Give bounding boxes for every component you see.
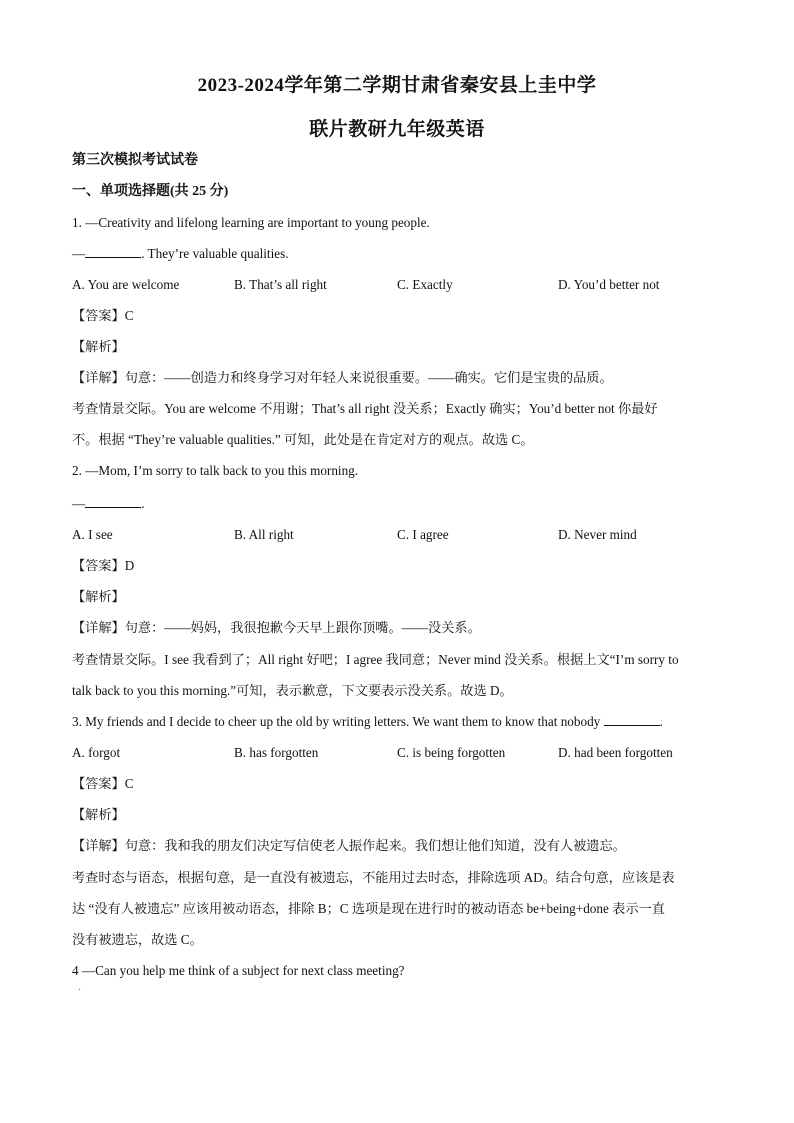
reply-dash: —: [72, 246, 86, 261]
question-1-option-d: D. You’d better not: [558, 277, 660, 292]
reply-dash: —: [72, 496, 86, 511]
question-3-analysis: 【解析】: [72, 807, 125, 822]
exam-subtitle: 第三次模拟考试试卷: [72, 153, 198, 168]
question-3-explain-line1: 考查时态与语态，根据句意，是一直没有被遗忘，不能用过去时态，排除选项 AD。结合句意，应该是表: [72, 870, 675, 885]
question-1-answer: 【答案】C: [72, 308, 134, 323]
question-2-explain-line2: talk back to you this morning.”可知，表示歉意，下文要表示没关系。故选 D。: [72, 683, 513, 698]
question-1-option-c: C. Exactly: [397, 277, 453, 292]
document-title: 2023-2024学年第二学期甘肃省秦安县上圭中学: [197, 75, 597, 96]
stem-text: 3. My friends and I decide to cheer up the old by writing letters. We want them to know that nobody: [72, 714, 601, 729]
reply-text: .: [141, 496, 145, 511]
question-2-explain-line1: 考查情景交际。I see 我看到了；All right 好吧；I agree 我同意；Never mind 没关系。根据上文“I’m sorry to: [72, 652, 679, 667]
question-2-option-b: B. All right: [234, 527, 294, 542]
question-2-option-a: A. I see: [72, 527, 113, 542]
answer-blank: [85, 495, 141, 508]
question-3-detail: 【详解】句意：我和我的朋友们决定写信使老人振作起来。我们想让他们知道，没有人被遗忘。: [72, 838, 626, 853]
answer-blank: [85, 245, 141, 258]
question-4-stem: 4 —Can you help me think of a subject for next class meeting?: [72, 963, 405, 978]
question-1-detail: 【详解】句意：——创造力和终身学习对年轻人来说很重要。——确实。它们是宝贵的品质。: [72, 370, 613, 385]
answer-blank: [604, 713, 660, 726]
question-3-stem: [72, 713, 732, 731]
question-1-reply: [72, 245, 732, 263]
stem-end: .: [659, 714, 663, 729]
question-1-analysis: 【解析】: [72, 339, 125, 354]
reply-text: . They’re valuable qualities.: [141, 246, 289, 261]
question-1-option-b: B. That’s all right: [234, 277, 327, 292]
question-3-answer: 【答案】C: [72, 776, 134, 791]
question-1-explain-line1: 考查情景交际。You are welcome 不用谢；That’s all right 没关系；Exactly 确实；You’d better not 你最好: [72, 401, 658, 416]
question-2-analysis: 【解析】: [72, 589, 125, 604]
document-title-line2: 联片教研九年级英语: [309, 119, 485, 140]
question-3-option-a: A. forgot: [72, 745, 121, 760]
question-1-option-a: A. You are welcome: [72, 277, 180, 292]
question-1-explain-line2: 不。根据 “They’re valuable qualities.” 可知，此处是在肯定对方的观点。故选 C。: [72, 432, 534, 447]
question-3-option-c: C. is being forgotten: [397, 745, 506, 760]
question-3-option-d: D. had been forgotten: [558, 745, 673, 760]
section-heading: 一、单项选择题(共 25 分): [72, 184, 229, 199]
question-3-explain-line2: 达 “没有人被遗忘” 应该用被动语态，排除 B；C 选项是现在进行时的被动语态 be+being+done 表示一直: [72, 901, 665, 916]
question-2-detail: 【详解】句意：——妈妈，我很抱歉今天早上跟你顶嘴。——没关系。: [72, 620, 481, 635]
question-2-stem: 2. —Mom, I’m sorry to talk back to you this morning.: [72, 463, 359, 478]
question-2-option-d: D. Never mind: [558, 527, 637, 542]
question-1-stem: 1. —Creativity and lifelong learning are important to young people.: [72, 215, 430, 230]
question-2-option-c: C. I agree: [397, 527, 449, 542]
stray-mark: ·: [78, 985, 82, 996]
question-3-explain-line3: 没有被遗忘，故选 C。: [72, 932, 203, 947]
question-2-answer: 【答案】D: [72, 558, 135, 573]
question-2-reply: [72, 495, 732, 513]
question-3-option-b: B. has forgotten: [234, 745, 319, 760]
